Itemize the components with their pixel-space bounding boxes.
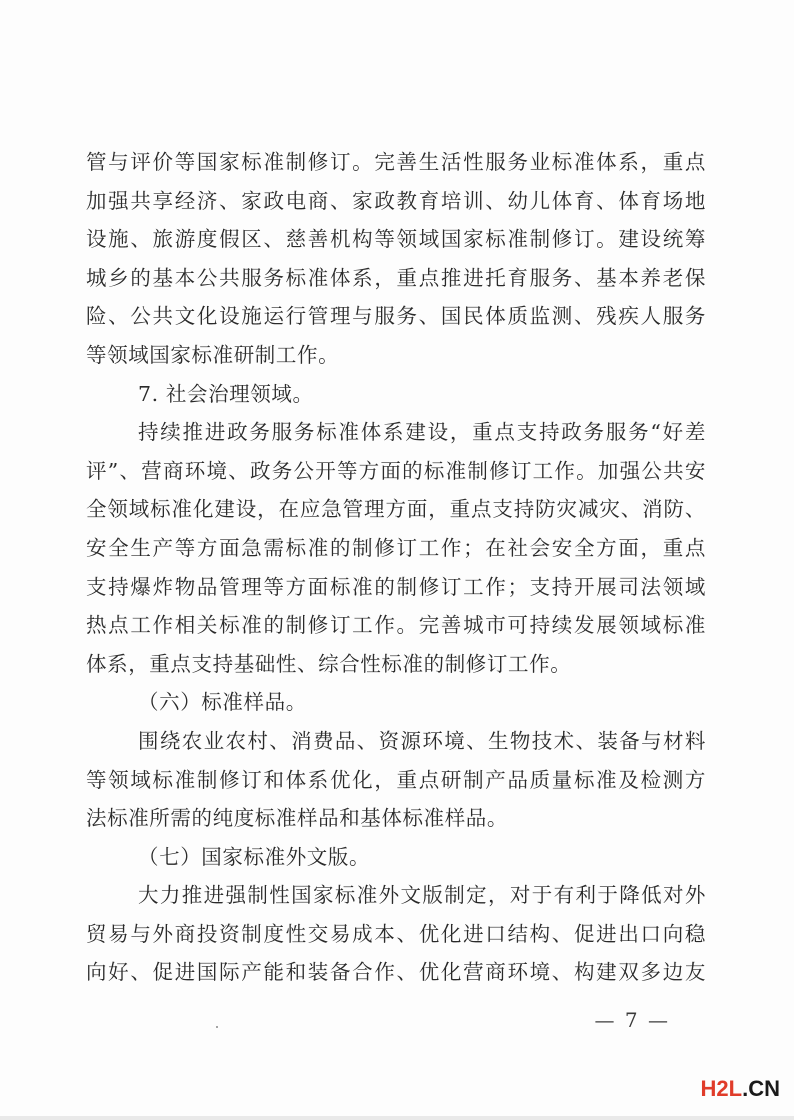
paragraph-line: 加强共享经济、家政电商、家政教育培训、幼儿体育、体育场地 [86, 188, 706, 213]
page-number: — 7 — [594, 1008, 670, 1032]
paragraph-line: 等领域标准制修订和体系优化，重点研制产品质量标准及检测方 [86, 767, 706, 792]
paragraph-line: 围绕农业农村、消费品、资源环境、生物技术、装备与材料 [138, 728, 706, 753]
paragraph-line: 热点工作相关标准的制修订工作。完善城市可持续发展领域标准 [86, 613, 706, 638]
paragraph-line: 法标准所需的纯度标准样品和基体标准样品。 [86, 806, 508, 831]
site-watermark-logo [701, 1076, 780, 1102]
paragraph-line: 大力推进强制性国家标准外文版制定，对于有利于降低对外 [138, 883, 706, 908]
section-heading: （六）标准样品。 [138, 690, 307, 715]
paragraph-line: 评”、营商环境、政务公开等方面的标准制修订工作。加强公共安 [86, 458, 706, 483]
paragraph-line: 贸易与外商投资制度性交易成本、优化进口结构、促进出口向稳 [86, 921, 706, 946]
paragraph-line: 等领域国家标准研制工作。 [86, 342, 340, 367]
paragraph-line: 支持爆炸物品管理等方面标准的制修订工作；支持开展司法领域 [86, 574, 706, 599]
paragraph-line: 城乡的基本公共服务标准体系，重点推进托育服务、基本养老保 [86, 265, 706, 290]
paragraph-line: 设施、旅游度假区、慈善机构等领域国家标准制修订。建设统筹 [86, 227, 706, 252]
watermark-suffix: .CN [742, 1076, 780, 1101]
section-heading: （七）国家标准外文版。 [138, 844, 371, 869]
document-body [86, 143, 706, 992]
watermark-brand: H2L [700, 1076, 743, 1101]
paragraph-line: 体系，重点支持基础性、综合性标准的制修订工作。 [86, 651, 572, 676]
paragraph-line: 管与评价等国家标准制修订。完善生活性服务业标准体系，重点 [86, 150, 706, 174]
scan-speck [216, 1026, 218, 1028]
paragraph-line: 持续推进政务服务标准体系建设，重点支持政务服务“好差 [138, 420, 706, 445]
paragraph-line: 险、公共文化设施运行管理与服务、国民体质监测、残疾人服务 [86, 304, 706, 329]
page-bottom-edge [0, 1116, 794, 1120]
paragraph-line: 向好、促进国际产能和装备合作、优化营商环境、构建双多边友 [86, 960, 706, 985]
paragraph-line: 安全生产等方面急需标准的制修订工作；在社会安全方面，重点 [86, 535, 706, 560]
section-heading: 7. 社会治理领域。 [138, 381, 314, 406]
paragraph-line: 全领域标准化建设，在应急管理方面，重点支持防灾减灾、消防、 [86, 497, 706, 522]
